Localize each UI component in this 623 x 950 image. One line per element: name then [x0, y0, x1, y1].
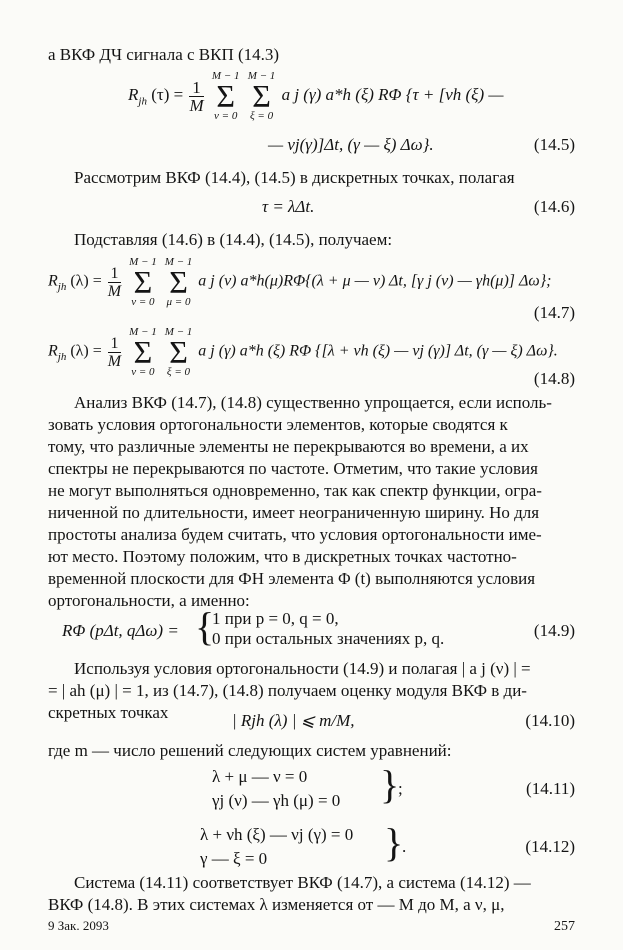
- eq-14-7-sum-1: M − 1 Σ ν = 0: [129, 256, 157, 308]
- eq-14-11-tail: ;: [398, 779, 403, 798]
- eq-14-7-sum-2: M − 1 Σ μ = 0: [164, 256, 193, 308]
- eq-14-5-lhs-sub: jh: [138, 95, 147, 108]
- eq-14-12-tail: .: [402, 837, 407, 856]
- paragraph-3-line: Анализ ВКФ (14.7), (14.8) существенно упрощается, если исполь-: [74, 393, 552, 412]
- eq-14-10-number: (14.10): [525, 711, 575, 730]
- eq-14-8-fraction: $\frac{1}{M}$: [107, 334, 122, 370]
- eq-14-10-body: | Rjh (λ) | ⩽ m/M,: [232, 711, 355, 730]
- paragraph-4-line: = | ah (μ) | = 1, из (14.7), (14.8) получаем оценку модуля ВКФ в ди-: [48, 681, 527, 700]
- paragraph-4-line: Используя условия ортогональности (14.9) и полагая | a j (ν) | =: [74, 659, 531, 678]
- paragraph-3-line: не могут выполняться одновременно, так как спектр функции, огра-: [48, 481, 542, 500]
- paragraph-2: Подставляя (14.6) в (14.4), (14.5), получаем:: [74, 230, 393, 249]
- eq-14-9-case-2: 0 при остальных значениях p, q.: [212, 629, 445, 648]
- eq-14-9-brace: {: [195, 604, 215, 649]
- intro-line: а ВКФ ДЧ сигнала с ВКП (14.3): [48, 45, 280, 64]
- paragraph-6-line: Система (14.11) соответствует ВКФ (14.7), а система (14.12) —: [74, 873, 531, 892]
- eq-14-9-number: (14.9): [533, 621, 575, 640]
- paragraph-3-line: спектры не перекрываются по частоте. Отметим, что такие условия: [48, 459, 538, 478]
- eq-14-8-sum-2: M − 1 Σ ξ = 0: [164, 326, 193, 378]
- eq-14-6-number: (14.6): [533, 197, 575, 216]
- eq-14-7-number: (14.7): [533, 303, 575, 322]
- paragraph-3-line: ортогональности, а именно:: [48, 591, 250, 610]
- eq-14-9-case-1: 1 при p = 0, q = 0,: [212, 609, 339, 628]
- eq-14-11-number: (14.11): [526, 779, 575, 798]
- paragraph-3-line: зовать условия ортогональности элементов, которые сводятся к: [48, 415, 508, 434]
- eq-14-5-body-2: — νj(γ)]Δt, (γ — ξ) Δω}.: [268, 135, 434, 154]
- eq-14-12-number: (14.12): [525, 837, 575, 856]
- eq-14-11-brace: }: [380, 762, 400, 807]
- paragraph-5: где m — число решений следующих систем уравнений:: [48, 741, 452, 760]
- eq-14-5-lhs: R: [128, 84, 139, 104]
- eq-14-7-body: a j (ν) a*h(μ)RΦ{(λ + μ — ν) Δt, [γ j (ν) — γh(μ)] Δω};: [198, 272, 552, 290]
- paragraph-6-line: ВКФ (14.8). В этих системах λ изменяется от — M до M, а ν, μ,: [48, 895, 505, 914]
- paragraph-3-line: ют место. Поэтому положим, что в дискретных точках частотно-: [48, 547, 517, 566]
- eq-14-5-lhs-arg: (τ) =: [151, 84, 184, 104]
- eq-14-7-fraction: $\frac{1}{M}$: [107, 264, 122, 300]
- eq-14-8-sum-1: M − 1 Σ ν = 0: [129, 326, 157, 378]
- eq-14-9-lhs: RΦ (pΔt, qΔω) =: [62, 621, 179, 640]
- eq-14-5-fraction: $\frac{1}{M}$: [189, 77, 204, 115]
- equation-14-7: $R_{jh}$ (λ) = $\frac{1}{M}$ M − 1 Σ ν = 0 M − 1 Σ μ = 0 a j (ν) a*h(μ)RΦ{(λ + μ — ν) Δt, [γ j (ν) — γh(μ)] Δω};: [48, 256, 552, 308]
- eq-14-11-row-1: λ + μ — ν = 0: [212, 767, 308, 786]
- eq-14-5-number: (14.5): [533, 135, 575, 154]
- paragraph-3-line: тому, что различные элементы не перекрываются во времени, а их: [48, 437, 529, 456]
- footer-signature: 9 Зак. 2093: [48, 918, 109, 933]
- page-number: 257: [554, 919, 575, 934]
- equation-14-5: [128, 70, 503, 122]
- eq-14-5-sum-2: M − 1 Σ ξ = 0: [247, 70, 276, 122]
- eq-14-6-body: τ = λΔt.: [262, 197, 315, 216]
- eq-14-12-row-2: γ — ξ = 0: [200, 849, 268, 868]
- equation-14-8: $R_{jh}$ (λ) = $\frac{1}{M}$ M − 1 Σ ν = 0 M − 1 Σ ξ = 0 a j (γ) a*h (ξ) RΦ {[λ + νh (ξ) — νj (γ)] Δt, (γ — ξ) Δω}.: [48, 326, 558, 378]
- eq-14-11-row-2: γj (ν) — γh (μ) = 0: [212, 791, 341, 810]
- paragraph-3-line: ниченной по длительности, имеет неограниченную ширину. Но для: [48, 503, 540, 522]
- eq-14-5-body-1: a j (γ) a*h (ξ) RΦ {τ + [νh (ξ) —: [281, 84, 504, 104]
- eq-14-5-sum-1: M − 1 Σ ν = 0: [211, 70, 240, 122]
- paragraph-3-line: простоты анализа будем считать, что условия ортогональности име-: [48, 525, 542, 544]
- eq-14-12-brace: }: [384, 820, 404, 865]
- eq-14-12-row-1: λ + νh (ξ) — νj (γ) = 0: [200, 825, 354, 844]
- eq-14-8-body: a j (γ) a*h (ξ) RΦ {[λ + νh (ξ) — νj (γ)] Δt, (γ — ξ) Δω}.: [198, 342, 558, 360]
- eq-14-8-number: (14.8): [533, 369, 575, 388]
- paragraph-3-line: временной плоскости для ФН элемента Φ (t) выполняются условия: [48, 569, 536, 588]
- paragraph-1: Рассмотрим ВКФ (14.4), (14.5) в дискретных точках, полагая: [74, 168, 515, 187]
- paragraph-4-line: скретных точках: [48, 703, 169, 722]
